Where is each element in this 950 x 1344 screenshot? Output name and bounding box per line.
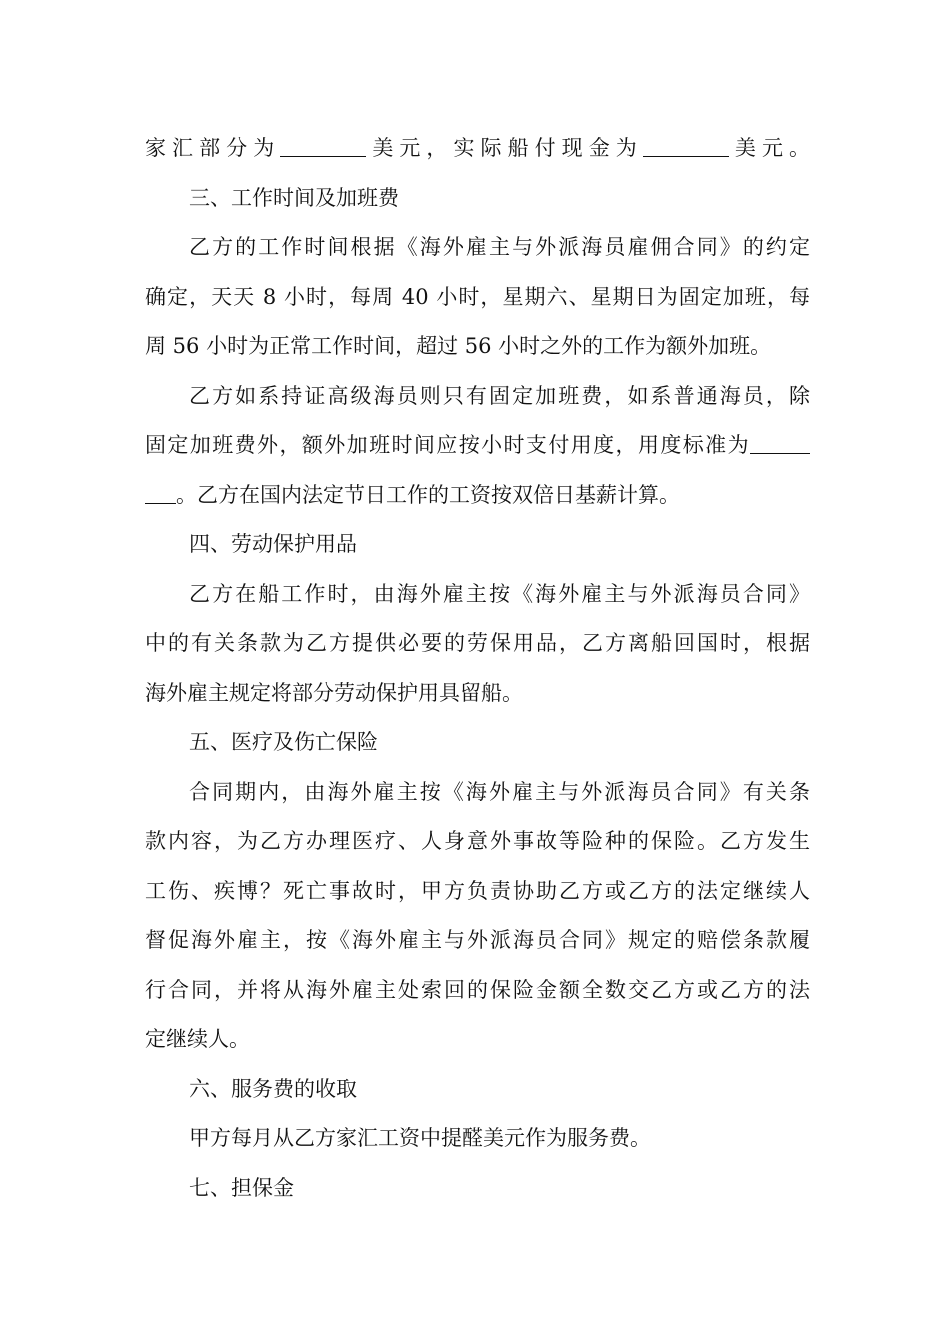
section-heading: 七、担保金	[189, 1175, 294, 1200]
blank-underline	[750, 429, 810, 454]
paragraph-line: 海外雇主规定将部分劳动保护用具留船。	[145, 680, 523, 705]
paragraph-line: 甲方每月从乙方家汇工资中提醛美元作为服务费。	[189, 1126, 651, 1150]
section-heading: 六、服务费的收取	[189, 1076, 357, 1101]
paragraph-line: 行合同，并将从海外雇主处索回的保险金额全数交乙方或乙方的法	[145, 977, 810, 1002]
text-line	[145, 124, 810, 174]
paragraph-line	[145, 471, 810, 521]
paragraph-line: 款内容，为乙方办理医疗、人身意外事故等险种的保险。乙方发生	[145, 829, 810, 853]
paragraph-line: 周 56 小时为正常工作时间，超过 56 小时之外的工作为额外加班。	[145, 334, 772, 358]
paragraph-line	[145, 421, 810, 471]
paragraph-line: 督促海外雇主，按《海外雇主与外派海员合同》规定的赔偿条款履	[145, 928, 810, 952]
text-segment: 。乙方在国内法定节日工作的工资按双倍日基薪计算。	[176, 482, 680, 507]
blank-underline	[145, 479, 176, 504]
paragraph-line: 乙方如系持证高级海员则只有固定加班费，如系普通海员，除	[189, 383, 810, 408]
section-heading: 三、工作时间及加班费	[189, 185, 399, 210]
paragraph-line: 乙方在船工作时，由海外雇主按《海外雇主与外派海员合同》	[189, 581, 810, 606]
paragraph-line: 确定，天天 8 小时，每周 40 小时，星期六、星期日为固定加班，每	[145, 284, 810, 309]
text-segment: 美元。	[728, 136, 811, 160]
paragraph-line: 乙方的工作时间根据《海外雇主与外派海员雇佣合同》的约定	[189, 235, 810, 259]
text-segment: 家汇部分为	[145, 136, 281, 160]
blank-underline	[280, 132, 366, 157]
section-heading: 五、医疗及伤亡保险	[189, 730, 378, 754]
paragraph-line: 中的有关条款为乙方提供必要的劳保用品，乙方离船回国时，根据	[145, 631, 810, 655]
paragraph-line: 工伤、疾博？死亡事故时，甲方负责协助乙方或乙方的法定继续人	[145, 878, 810, 903]
paragraph-line: 合同期内，由海外雇主按《海外雇主与外派海员合同》有关条	[189, 779, 810, 804]
section-heading: 四、劳动保护用品	[189, 532, 357, 556]
text-segment: 固定加班费外，额外加班时间应按小时支付用度，用度标准为	[145, 433, 750, 457]
paragraph-line: 定继续人。	[145, 1027, 250, 1051]
text-segment: 美元，实际船付现金为	[366, 136, 643, 160]
document-page	[145, 124, 810, 1213]
blank-underline	[643, 132, 729, 157]
